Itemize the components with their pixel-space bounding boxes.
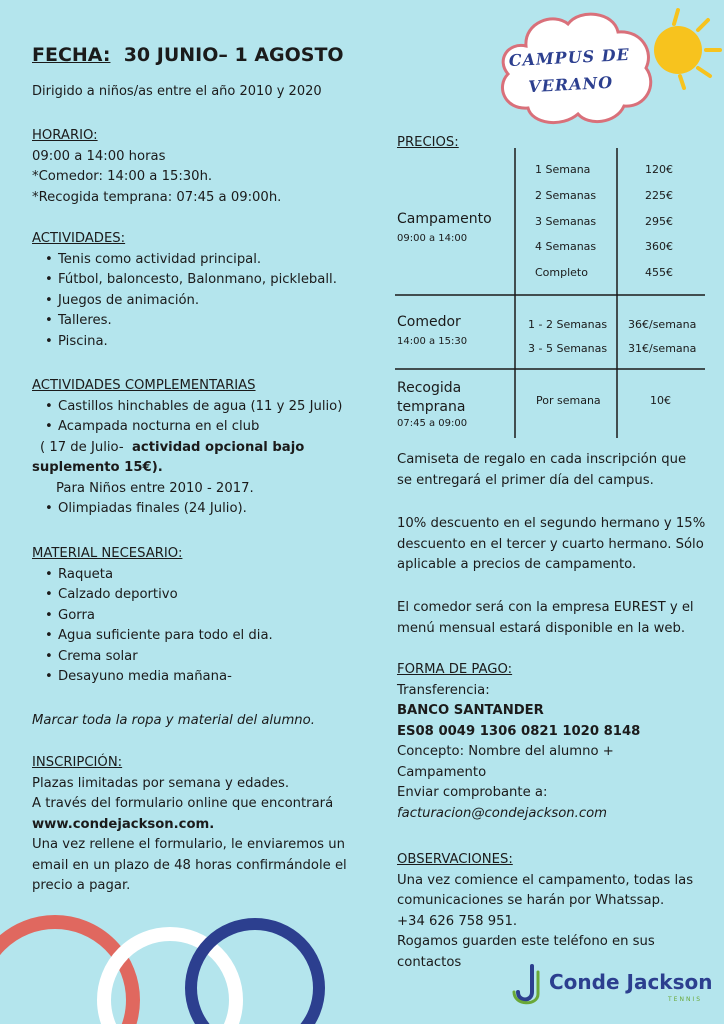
price-row-value: 10€ (650, 394, 671, 407)
inscripcion-line: Una vez rellene el formulario, le enviaremos un (32, 837, 345, 852)
list-item: • Calzado deportivo (32, 585, 273, 606)
conde-jackson-logo-icon (512, 962, 546, 1006)
list-item: • Olimpiadas finales (24 Julio). (32, 499, 362, 520)
observaciones-section (397, 850, 693, 973)
list-item: • Fútbol, baloncesto, Balonmano, pickleball. (32, 270, 337, 291)
material-note: Marcar toda la ropa y material del alumno. (32, 713, 315, 728)
price-row-value: 31€/semana (628, 342, 697, 355)
inscripcion-line: A través del formulario online que encontrará (32, 796, 334, 811)
target-audience: Dirigido a niños/as entre el año 2010 y 2020 (32, 84, 322, 99)
list-item: • Raqueta (32, 565, 273, 586)
pago-section (397, 660, 640, 824)
recogida-label-2: temprana (397, 399, 466, 415)
price-row-value: 120€ (645, 163, 673, 176)
list-item: • Acampada nocturna en el club (32, 417, 362, 438)
date-heading (32, 44, 344, 66)
price-row-value: 455€ (645, 266, 673, 279)
inscripcion-line: Plazas limitadas por semana y edades. (32, 775, 290, 791)
list-item: • Gorra (32, 606, 273, 627)
complementarias-section (32, 376, 362, 520)
horario-title: HORARIO: (32, 128, 98, 143)
brand-name: Conde Jackson (549, 970, 713, 994)
pago-title: FORMA DE PAGO: (397, 662, 513, 677)
material-section (32, 544, 273, 688)
acampada-note-price: suplemento 15€). (32, 460, 163, 475)
price-row-label: Por semana (536, 394, 601, 407)
material-title: MATERIAL NECESARIO: (32, 546, 183, 561)
website-link[interactable]: www.condejackson.com. (32, 816, 215, 832)
bank-name: BANCO SANTANDER (397, 703, 544, 718)
observaciones-title: OBSERVACIONES: (397, 852, 513, 867)
price-table (395, 148, 705, 438)
date-value: 30 JUNIO– 1 AGOSTO (123, 44, 344, 66)
price-row-label: 1 - 2 Semanas (528, 318, 608, 331)
actividades-title: ACTIVIDADES: (32, 231, 126, 246)
price-row-label: 2 Semanas (535, 189, 597, 202)
price-row-label: 1 Semana (535, 163, 591, 176)
inscripcion-line: precio a pagar. (32, 878, 131, 893)
campus-title: CAMPUS DE VERANO (508, 44, 631, 97)
complementarias-title: ACTIVIDADES COMPLEMENTARIAS (32, 378, 256, 393)
recogida-label-1: Recogida (397, 380, 462, 396)
pago-line: Campamento (397, 764, 487, 780)
price-row-label: 3 - 5 Semanas (528, 342, 608, 355)
campamento-label: Campamento (397, 211, 492, 227)
decorative-circles (0, 900, 340, 1024)
actividades-section (32, 229, 337, 352)
horario-section (32, 126, 281, 208)
price-row-label: Completo (535, 266, 588, 279)
comedor-info: El comedor será con la empresa EUREST y el menú mensual estará disponible en la web. (397, 600, 694, 636)
campamento-hours: 09:00 a 14:00 (397, 233, 468, 244)
obs-line: comunicaciones se harán por Whatssap. (397, 893, 665, 908)
list-item: • Castillos hinchables de agua (11 y 25 Julio) (32, 397, 362, 418)
horario-line: *Comedor: 14:00 a 15:30h. (32, 169, 213, 184)
obs-line: contactos (397, 954, 462, 970)
brand-subtitle: TENNIS (668, 996, 703, 1003)
list-item: • Crema solar (32, 647, 273, 668)
price-row-value: 36€/semana (628, 318, 697, 331)
price-row-label: 4 Semanas (535, 240, 597, 253)
list-item: • Tenis como actividad principal. (32, 250, 337, 271)
precios-title: PRECIOS: (397, 135, 459, 150)
price-row-label: 3 Semanas (535, 215, 597, 228)
pago-line: Enviar comprobante a: (397, 785, 548, 800)
inscripcion-section (32, 753, 347, 897)
comedor-label: Comedor (397, 314, 461, 330)
recogida-hours: 07:45 a 09:00 (397, 418, 468, 429)
list-item: • Juegos de animación. (32, 291, 337, 312)
iban: ES08 0049 1306 0821 1020 8148 (397, 723, 641, 739)
descuento-info: 10% descuento en el segundo hermano y 15% descuento en el tercer y cuarto hermano. Sólo aplicable a precios de campamento. (397, 516, 706, 572)
price-row-value: 295€ (645, 215, 673, 228)
list-item: • Agua suficiente para todo el dia. (32, 626, 273, 647)
pago-line: Concepto: Nombre del alumno + (397, 744, 614, 759)
list-item: • Talleres. (32, 311, 337, 332)
list-item: • Desayuno media mañana- (32, 667, 273, 688)
phone-number[interactable]: +34 626 758 951. (397, 913, 518, 929)
billing-email[interactable]: facturacion@condejackson.com (397, 805, 607, 821)
obs-line: Una vez comience el campamento, todas las (397, 872, 694, 888)
date-label: FECHA: (32, 44, 111, 66)
horario-line: 09:00 a 14:00 horas (32, 148, 166, 164)
acampada-age-note: Para Niños entre 2010 - 2017. (56, 480, 254, 496)
price-row-value: 225€ (645, 189, 673, 202)
inscripcion-line: email en un plazo de 48 horas confirmándole el (32, 857, 347, 873)
camiseta-info: Camiseta de regalo en cada inscripción que se entregará el primer día del campus. (397, 452, 687, 488)
comedor-hours: 14:00 a 15:30 (397, 336, 468, 347)
acampada-note: ( 17 de Julio- actividad opcional bajo (40, 439, 305, 455)
horario-line: *Recogida temprana: 07:45 a 09:00h. (32, 189, 282, 205)
list-item: • Piscina. (32, 332, 337, 353)
pago-line: Transferencia: (397, 682, 490, 698)
price-row-value: 360€ (645, 240, 673, 253)
inscripcion-title: INSCRIPCIÓN: (32, 755, 123, 770)
obs-line: Rogamos guarden este teléfono en sus (397, 934, 655, 949)
